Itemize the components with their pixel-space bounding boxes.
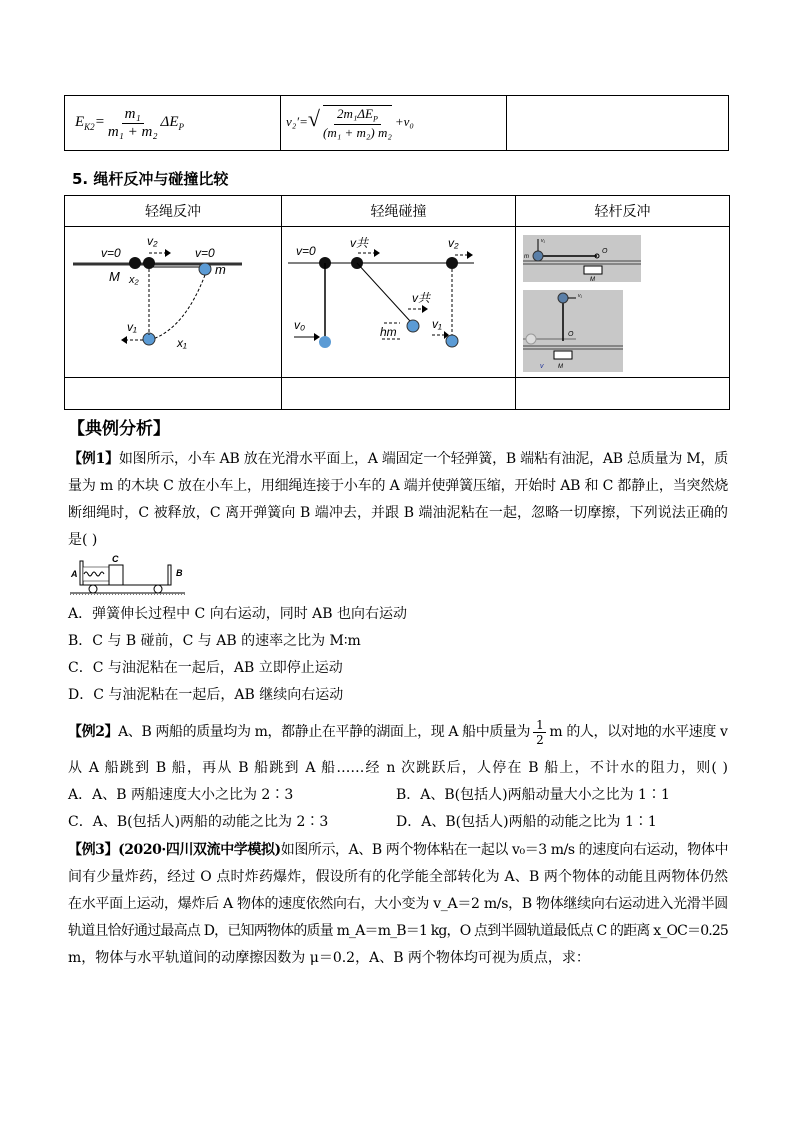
sqrt-fraction [323, 105, 392, 141]
label-x2: x₂ [129, 274, 139, 286]
label-v0-a: v=0 [101, 246, 121, 260]
label-v-common: v共 [350, 236, 369, 250]
eq: = [94, 114, 105, 131]
one-half-fraction [533, 718, 546, 747]
cart-figure [70, 553, 190, 595]
ex1-option-b: B．C 与 B 碰前，C 与 AB 的速率之比为 M∶m [68, 633, 361, 649]
col-header-rope-collision: 轻绳碰撞 [282, 196, 516, 227]
label-v2: v₂ [448, 236, 459, 250]
denominator: (m₁ + m₂) m₂ [322, 124, 392, 140]
label-v-common-2: v共 [412, 291, 431, 305]
label-B: B [176, 568, 183, 578]
label-v1-2: v₁ [578, 293, 583, 299]
ex3-source: (2020·四川双流中学模拟) [118, 842, 281, 858]
rod-recoil-figure [516, 227, 729, 373]
ex2-text-b: m 的人，以对地的水平速度 v [549, 724, 728, 740]
ek-sub: K2 [84, 122, 95, 133]
ex2-tag: 【例2】 [68, 724, 119, 740]
ep-sub: P [178, 122, 184, 133]
frac-numerator: 1 [533, 718, 546, 733]
label-C: C [112, 554, 119, 564]
p-sub: P [372, 114, 378, 124]
ex3-line-4: 轨道且恰好通过最高点 D，已知两物体的质量 m_A＝m_B＝1 kg，O 点到半圆轨道最低点 C 的距离 x_OC＝0.25 [68, 923, 728, 939]
diagram-rod-recoil [516, 227, 730, 378]
ek-symbol: E [75, 114, 85, 131]
empty-cell [282, 378, 516, 410]
label-x1: x₁ [177, 336, 187, 350]
ex1-option-c: C．C 与油泥粘在一起后，AB 立即停止运动 [68, 660, 343, 676]
frac-denominator: 2 [536, 732, 544, 747]
ex1-tag: 【例1】 [68, 451, 119, 467]
label-v0: v=0 [296, 244, 316, 258]
rope-recoil-figure [65, 227, 281, 373]
v2-symbol: v₂′= [286, 113, 308, 129]
label-O-2: O [568, 331, 574, 338]
label-M: M [109, 269, 120, 284]
label-A: A [71, 569, 78, 579]
plus-v0: +v₀ [394, 113, 414, 129]
empty-cell [507, 96, 729, 151]
label-hm: hm [380, 325, 397, 339]
empty-cell [65, 378, 282, 410]
empty-cell [516, 378, 730, 410]
denominator: m₁ + m₂ [107, 123, 158, 140]
ex3-line-1 [68, 841, 728, 859]
comparison-table [64, 195, 730, 410]
ex1-line-4: 是( ) [68, 532, 98, 548]
ex2-option-c: C．A、B(包括人)两船的动能之比为 2∶3 [68, 814, 329, 830]
rope-collision-figure [282, 227, 515, 373]
ex2-option-d: D．A、B(包括人)两船的动能之比为 1∶1 [396, 814, 657, 830]
ex1-option-d: D．C 与油泥粘在一起后，AB 继续向右运动 [68, 687, 344, 703]
label-M-2: M [558, 364, 563, 370]
fraction [108, 106, 158, 141]
label-v1: v₁ [432, 317, 442, 331]
diagram-rope-collision [282, 227, 516, 378]
label-O: O [602, 248, 608, 255]
ex2-line-2: 从 A 船跳到 B 船，再从 B 船跳到 A 船……经 n 次跳跃后，人停在 B 船上，不计水的阻力，则( ) [68, 760, 728, 776]
col-header-rope-recoil: 轻绳反冲 [65, 196, 282, 227]
ex1-text: 如图所示，小车 AB 放在光滑水平面上，A 端固定一个轻弹簧，B 端粘有油泥，AB 总质量为 M，质 [118, 451, 728, 467]
ex1-option-a: A．弹簧伸长过程中 C 向右运动，同时 AB 也向右运动 [68, 606, 408, 622]
diagram-rope-recoil [65, 227, 282, 378]
section-title: 5. 绳杆反冲与碰撞比较 [72, 170, 229, 188]
numerator: m₁ [122, 106, 144, 124]
label-m: m [215, 262, 226, 277]
formula-ek2 [65, 96, 281, 151]
col-header-rod-recoil: 轻杆反冲 [516, 196, 730, 227]
ex1-line-3: 断细绳时，C 被释放，C 离开弹簧向 B 端冲去，并跟 B 端油泥粘在一起，忽略一切摩擦，下列说法正确的 [68, 505, 728, 521]
label-v1: v₁ [127, 320, 137, 334]
label-v2: v₂ [147, 234, 158, 248]
label-v1: v₁ [541, 238, 546, 244]
ex1-line-1 [68, 450, 728, 468]
ex3-tag: 【例3】 [68, 842, 119, 858]
ex2-line-1 [68, 714, 728, 750]
numerator: 2m₁ΔE [337, 106, 373, 122]
delta-ep: ΔE [160, 114, 179, 131]
ex3-line-5: m，物体与水平轨道间的动摩擦因数为 μ＝0.2，A、B 两个物体均可视为质点，求： [68, 950, 590, 966]
label-v0-initial: v₀ [294, 318, 306, 332]
ex2-option-a: A．A、B 两船速度大小之比为 2∶3 [68, 787, 294, 803]
ex3-line-2: 间有少量炸药，经过 O 点时炸药爆炸，假设所有的化学能全部转化为 A、B 两个物体的动能且两物体仍然 [68, 869, 728, 885]
ex3-line-3: 在水平面上运动，爆炸后 A 物体的速度依然向右，大小变为 v_A＝2 m/s，B 物体继续向右运动进入光滑半圆 [68, 896, 728, 912]
analysis-heading: 【典例分析】 [68, 419, 170, 439]
ex2-option-b: B．A、B(包括人)两船动量大小之比为 1∶1 [396, 787, 670, 803]
formula-v2: v₂′=√ $\frac{2m_1\Delta E_P}{\text{(m₁ + m₂) m₂}}$ +v₀ [281, 96, 507, 151]
formula-table [64, 95, 729, 151]
label-v: v [540, 363, 544, 370]
label-M: M [590, 277, 595, 283]
label-m: m [524, 254, 529, 260]
ex2-text-a: A、B 两船的质量均为 m，都静止在平静的湖面上，现 A 船中质量为 [118, 724, 531, 740]
ex1-line-2: 量为 m 的木块 C 放在小车上，用细绳连接于小车的 A 端并使弹簧压缩，开始时 AB 和 C 都静止，当突然烧 [68, 478, 728, 494]
ex3-text: 如图所示，A、B 两个物体粘在一起以 v₀＝3 m/s 的速度向右运动，物体中 [280, 842, 728, 858]
label-v0-b: v=0 [195, 246, 215, 260]
